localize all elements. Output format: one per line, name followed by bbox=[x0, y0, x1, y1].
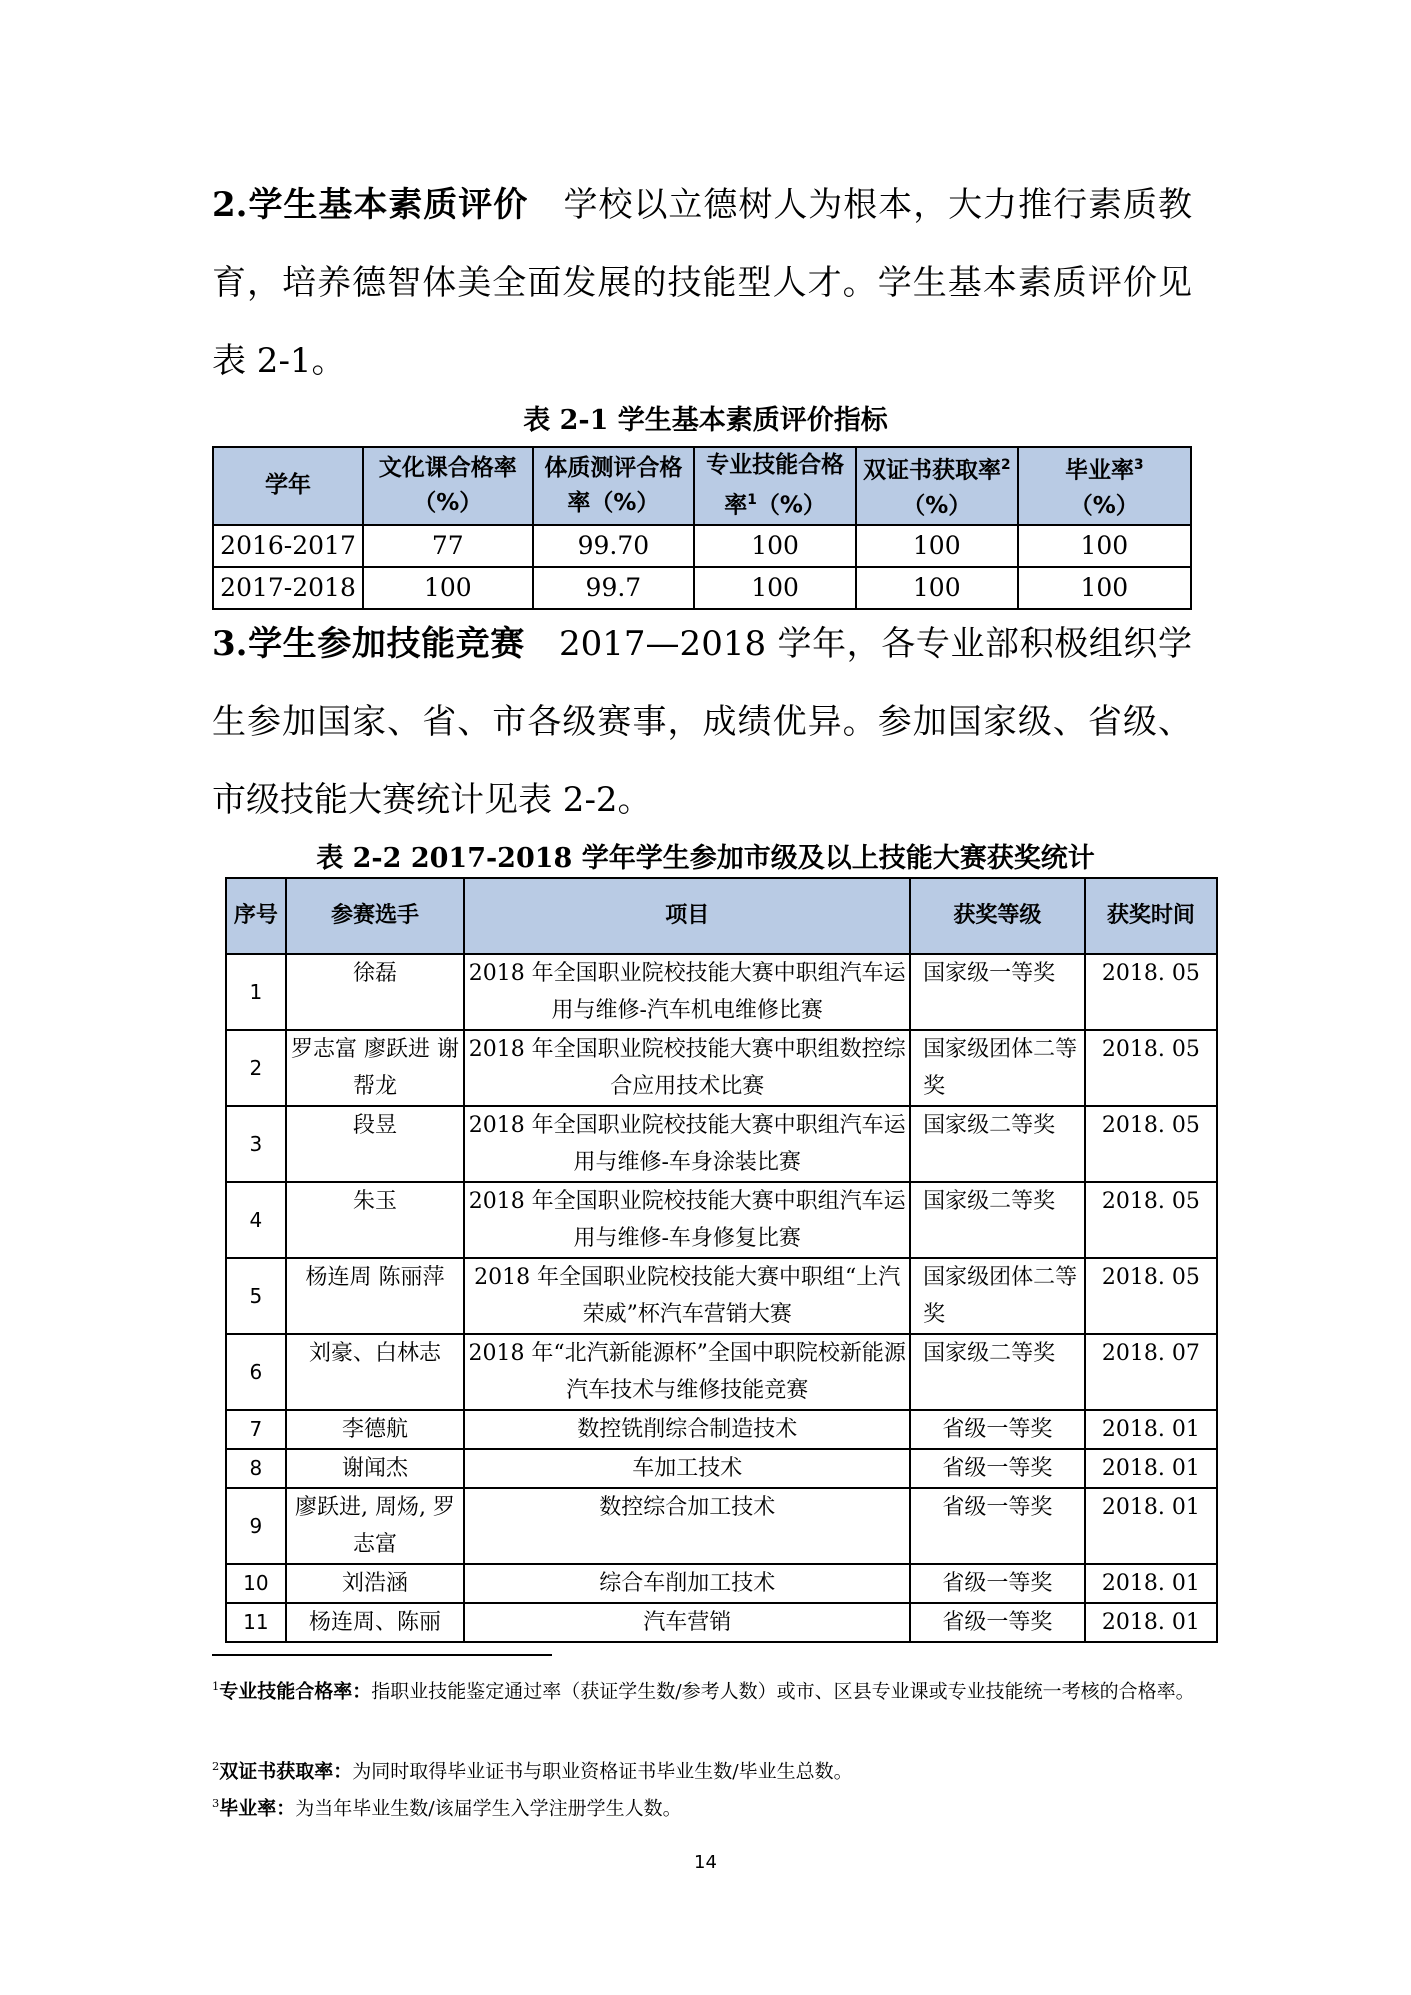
section3-heading: 3.学生参加技能竞赛 bbox=[212, 624, 525, 664]
table2 bbox=[225, 877, 1218, 1643]
table-row bbox=[226, 1488, 1217, 1564]
table1-cell: 100 bbox=[694, 525, 856, 567]
table1-header-culture: 文化课合格率（%） bbox=[363, 447, 532, 525]
footnote-text: 指职业技能鉴定通过率（获证学生数/参考人数）或市、区县专业课或专业技能统一考核的合格率。 bbox=[371, 1680, 1195, 1703]
footnote-term: 双证书获取率： bbox=[219, 1760, 353, 1783]
project-cell: 综合车削加工技术 bbox=[464, 1564, 910, 1603]
level-cell: 省级一等奖 bbox=[910, 1564, 1085, 1603]
date-cell: 2018. 01 bbox=[1085, 1564, 1217, 1603]
row-number: 10 bbox=[226, 1564, 286, 1603]
table1-header-skill bbox=[694, 447, 856, 525]
level-cell: 国家级团体二等奖 bbox=[910, 1258, 1085, 1334]
row-number: 11 bbox=[226, 1603, 286, 1642]
row-number: 1 bbox=[226, 954, 286, 1030]
row-number: 6 bbox=[226, 1334, 286, 1410]
footnote-mark: 3 bbox=[212, 1796, 220, 1810]
table1-cell: 100 bbox=[363, 567, 532, 609]
level-cell: 省级一等奖 bbox=[910, 1449, 1085, 1488]
table-row bbox=[226, 1410, 1217, 1449]
table-row bbox=[226, 1564, 1217, 1603]
footnote-ref-1: 1 bbox=[747, 492, 757, 508]
row-number: 7 bbox=[226, 1410, 286, 1449]
table-row bbox=[226, 1603, 1217, 1642]
date-cell: 2018. 01 bbox=[1085, 1488, 1217, 1564]
player-cell: 刘豪、白林志 bbox=[286, 1334, 465, 1410]
footnote-2 bbox=[212, 1748, 1202, 1789]
table1-header-skill-unit: （%） bbox=[756, 492, 826, 519]
table1-header-grad-unit: （%） bbox=[1069, 492, 1139, 519]
footnote-term: 毕业率： bbox=[219, 1797, 296, 1820]
player-cell: 廖跃进, 周炀, 罗志富 bbox=[286, 1488, 465, 1564]
row-number: 9 bbox=[226, 1488, 286, 1564]
level-cell: 国家级二等奖 bbox=[910, 1334, 1085, 1410]
table1-header-physical: 体质测评合格率（%） bbox=[533, 447, 695, 525]
level-cell: 国家级二等奖 bbox=[910, 1182, 1085, 1258]
project-cell: 数控综合加工技术 bbox=[464, 1488, 910, 1564]
table-row bbox=[226, 1449, 1217, 1488]
project-cell: 2018 年全国职业院校技能大赛中职组汽车运用与维修-车身涂装比赛 bbox=[464, 1106, 910, 1182]
row-number: 2 bbox=[226, 1030, 286, 1106]
section2-body: 学校以立德树人为根本，大力推行素质教育，培养德智体美全面发展的技能型人才。学生基本素质评价见表 2-1。 bbox=[212, 185, 1192, 381]
footnote-text: 为同时取得毕业证书与职业资格证书毕业生数/毕业生总数。 bbox=[352, 1760, 853, 1783]
level-cell: 省级一等奖 bbox=[910, 1410, 1085, 1449]
player-cell: 段昱 bbox=[286, 1106, 465, 1182]
table1-cell: 2017-2018 bbox=[213, 567, 363, 609]
level-cell: 国家级一等奖 bbox=[910, 954, 1085, 1030]
table1-header-skill-text: 专业技能合格率 bbox=[706, 452, 845, 519]
section2-paragraph bbox=[212, 166, 1192, 400]
project-cell: 车加工技术 bbox=[464, 1449, 910, 1488]
table1-header-cert-text: 双证书获取率 bbox=[862, 457, 1001, 484]
row-number: 8 bbox=[226, 1449, 286, 1488]
table1-cell: 100 bbox=[1018, 525, 1191, 567]
section3-body: 2017—2018 学年，各专业部积极组织学生参加国家、省、市各级赛事，成绩优异。参加国家级、省级、市级技能大赛统计见表 2-2。 bbox=[212, 624, 1192, 820]
table1 bbox=[212, 446, 1192, 610]
level-cell: 省级一等奖 bbox=[910, 1488, 1085, 1564]
date-cell: 2018. 01 bbox=[1085, 1603, 1217, 1642]
table1-cell: 100 bbox=[856, 567, 1018, 609]
project-cell: 2018 年全国职业院校技能大赛中职组“上汽荣威”杯汽车营销大赛 bbox=[464, 1258, 910, 1334]
project-cell: 汽车营销 bbox=[464, 1603, 910, 1642]
project-cell: 2018 年“北汽新能源杯”全国中职院校新能源汽车技术与维修技能竞赛 bbox=[464, 1334, 910, 1410]
player-cell: 李德航 bbox=[286, 1410, 465, 1449]
table1-cell: 99.70 bbox=[533, 525, 695, 567]
table-row bbox=[226, 954, 1217, 1030]
table2-header-project: 项目 bbox=[464, 878, 910, 954]
footnote-divider bbox=[212, 1654, 552, 1656]
table-row bbox=[213, 567, 1191, 609]
date-cell: 2018. 01 bbox=[1085, 1449, 1217, 1488]
table1-header-cert-unit: （%） bbox=[902, 492, 972, 519]
footnote-mark: 2 bbox=[212, 1759, 220, 1773]
table1-cell: 100 bbox=[694, 567, 856, 609]
section3-paragraph bbox=[212, 605, 1192, 839]
table1-header-grad-text: 毕业率 bbox=[1064, 457, 1134, 484]
level-cell: 国家级团体二等奖 bbox=[910, 1030, 1085, 1106]
footnote-ref-3: 3 bbox=[1133, 457, 1144, 473]
table2-header-date: 获奖时间 bbox=[1085, 878, 1217, 954]
player-cell: 杨连周、陈丽 bbox=[286, 1603, 465, 1642]
table-row bbox=[226, 1258, 1217, 1334]
date-cell: 2018. 01 bbox=[1085, 1410, 1217, 1449]
footnote-ref-2: 2 bbox=[1000, 457, 1011, 473]
table2-header-player: 参赛选手 bbox=[286, 878, 465, 954]
player-cell: 朱玉 bbox=[286, 1182, 465, 1258]
table1-header-year: 学年 bbox=[213, 447, 363, 525]
date-cell: 2018. 07 bbox=[1085, 1334, 1217, 1410]
table1-cell: 2016-2017 bbox=[213, 525, 363, 567]
table1-cell: 77 bbox=[363, 525, 532, 567]
footnote-mark: 1 bbox=[212, 1679, 220, 1693]
level-cell: 省级一等奖 bbox=[910, 1603, 1085, 1642]
table-row bbox=[226, 1030, 1217, 1106]
table1-header-cert bbox=[856, 447, 1018, 525]
player-cell: 徐磊 bbox=[286, 954, 465, 1030]
row-number: 4 bbox=[226, 1182, 286, 1258]
table1-header-row bbox=[213, 447, 1191, 525]
player-cell: 刘浩涵 bbox=[286, 1564, 465, 1603]
table1-cell: 99.7 bbox=[533, 567, 695, 609]
table-row bbox=[226, 1334, 1217, 1410]
date-cell: 2018. 05 bbox=[1085, 954, 1217, 1030]
player-cell: 罗志富 廖跃进 谢帮龙 bbox=[286, 1030, 465, 1106]
table1-caption: 表 2-1 学生基本素质评价指标 bbox=[523, 405, 888, 436]
row-number: 3 bbox=[226, 1106, 286, 1182]
date-cell: 2018. 05 bbox=[1085, 1258, 1217, 1334]
table2-caption: 表 2-2 2017-2018 学年学生参加市级及以上技能大赛获奖统计 bbox=[316, 843, 1095, 874]
date-cell: 2018. 05 bbox=[1085, 1106, 1217, 1182]
player-cell: 谢闻杰 bbox=[286, 1449, 465, 1488]
project-cell: 数控铣削综合制造技术 bbox=[464, 1410, 910, 1449]
table1-cell: 100 bbox=[856, 525, 1018, 567]
page-number: 14 bbox=[694, 1852, 717, 1873]
level-cell: 国家级二等奖 bbox=[910, 1106, 1085, 1182]
footnote-term: 专业技能合格率： bbox=[219, 1680, 372, 1703]
table1-header-grad bbox=[1018, 447, 1191, 525]
section2-heading: 2.学生基本素质评价 bbox=[212, 185, 529, 225]
table-row bbox=[226, 1106, 1217, 1182]
table2-header-no: 序号 bbox=[226, 878, 286, 954]
table-row bbox=[213, 525, 1191, 567]
footnote-3 bbox=[212, 1785, 1202, 1826]
project-cell: 2018 年全国职业院校技能大赛中职组数控综合应用技术比赛 bbox=[464, 1030, 910, 1106]
date-cell: 2018. 05 bbox=[1085, 1182, 1217, 1258]
table2-header-level: 获奖等级 bbox=[910, 878, 1085, 954]
footnote-1 bbox=[212, 1668, 1202, 1709]
table1-cell: 100 bbox=[1018, 567, 1191, 609]
player-cell: 杨连周 陈丽萍 bbox=[286, 1258, 465, 1334]
table2-header-row bbox=[226, 878, 1217, 954]
project-cell: 2018 年全国职业院校技能大赛中职组汽车运用与维修-车身修复比赛 bbox=[464, 1182, 910, 1258]
row-number: 5 bbox=[226, 1258, 286, 1334]
date-cell: 2018. 05 bbox=[1085, 1030, 1217, 1106]
project-cell: 2018 年全国职业院校技能大赛中职组汽车运用与维修-汽车机电维修比赛 bbox=[464, 954, 910, 1030]
footnote-text: 为当年毕业生数/该届学生入学注册学生人数。 bbox=[295, 1797, 682, 1820]
table-row bbox=[226, 1182, 1217, 1258]
